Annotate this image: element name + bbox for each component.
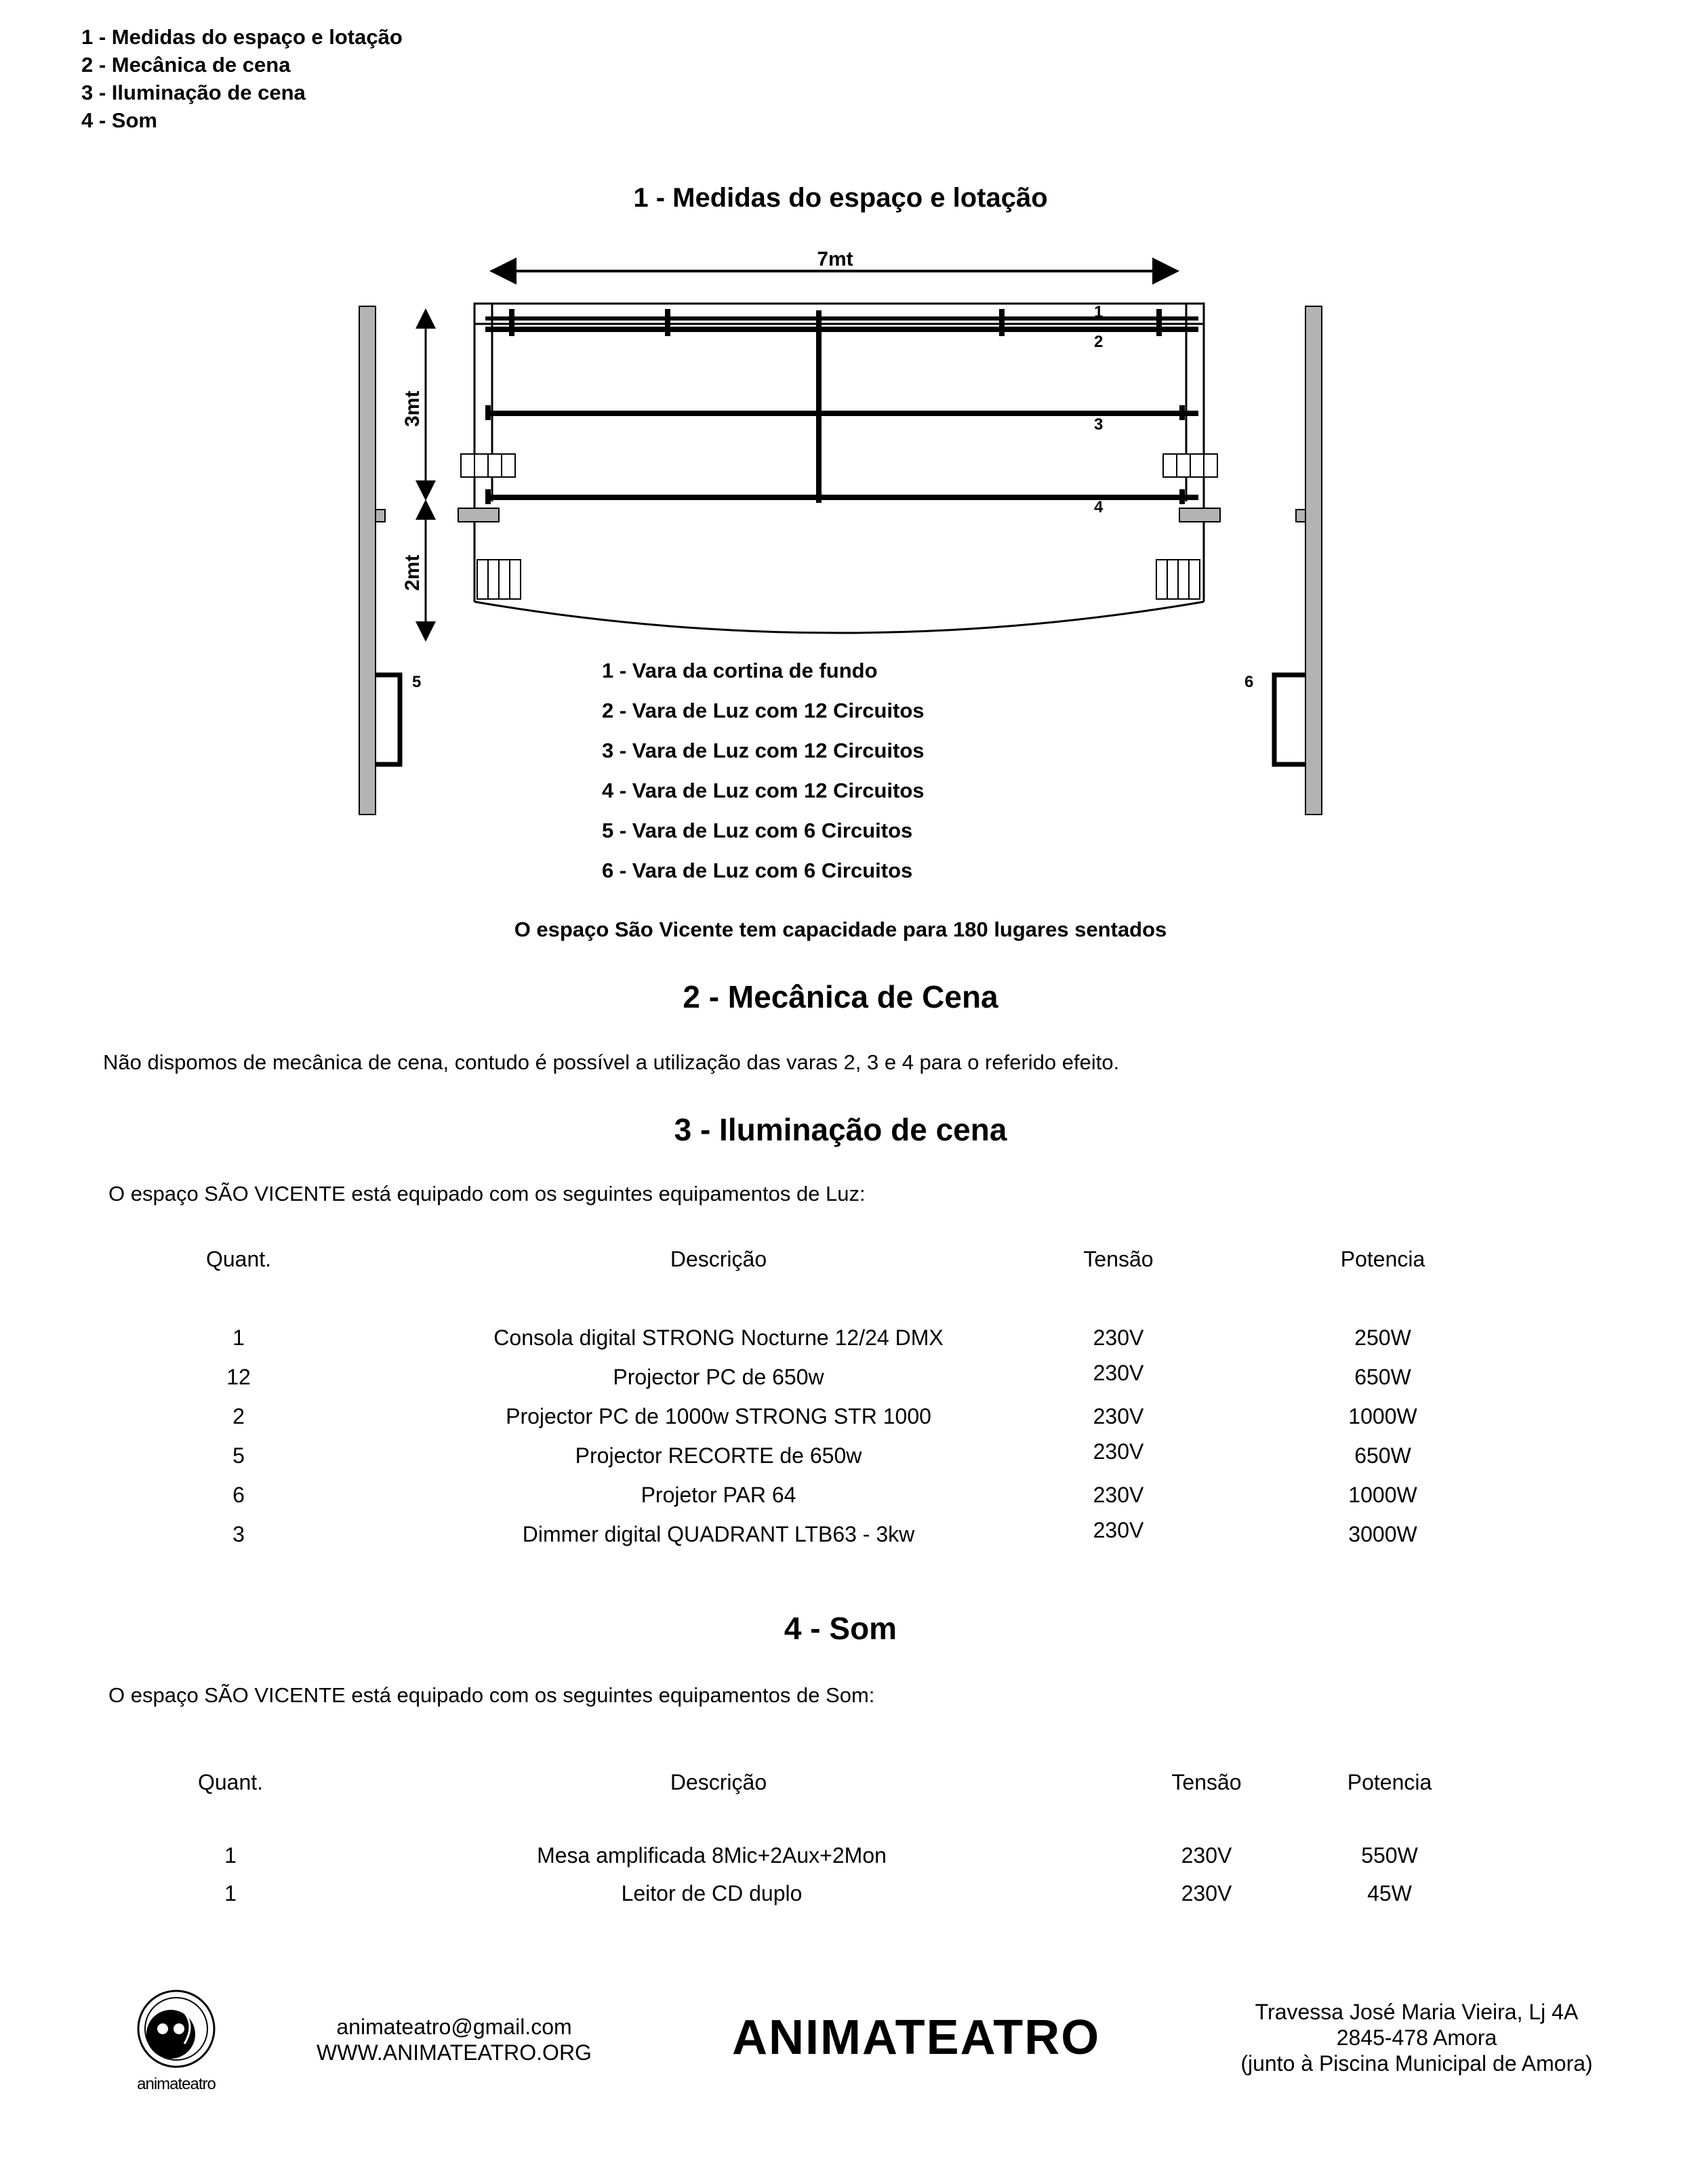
column-header: Quant. — [197, 1770, 264, 1794]
power-cell: 250W — [1354, 1325, 1411, 1350]
side-bar-6 — [1274, 675, 1305, 764]
logo-mark-icon — [122, 1985, 230, 2080]
description-cell: Leitor de CD duplo — [621, 1881, 803, 1905]
legend-item: 1 - Vara da cortina de fundo — [602, 659, 878, 682]
depth-label-2: 2mt — [401, 554, 424, 591]
section-4-intro: O espaço SÃO VICENTE está equipado com os seguintes equipamentos de Som: — [108, 1683, 875, 1707]
section-1-title: 1 - Medidas do espaço e lotação — [633, 183, 1048, 213]
left-step — [458, 508, 499, 522]
bar-number: 6 — [1244, 673, 1254, 691]
address-line: 2845-478 Amora — [1336, 2025, 1497, 2050]
description-cell: Projector PC de 650w — [613, 1365, 824, 1389]
bar-number: 4 — [1094, 498, 1103, 516]
website: WWW.ANIMATEATRO.ORG — [317, 2040, 592, 2065]
legend-item: 5 - Vara de Luz com 6 Circuitos — [602, 819, 913, 842]
column-header: Potencia — [1340, 1247, 1425, 1271]
description-cell: Dimmer digital QUADRANT LTB63 - 3kw — [522, 1522, 915, 1546]
toc-item: 4 - Som — [81, 108, 157, 132]
brand-name: ANIMATEATRO — [732, 2011, 1101, 2065]
left-wall-tab — [376, 510, 385, 522]
power-cell: 650W — [1354, 1365, 1411, 1389]
bar-number: 5 — [412, 673, 422, 691]
description-cell: Projetor PAR 64 — [641, 1483, 796, 1507]
address-line: (junto à Piscina Municipal de Amora) — [1240, 2051, 1593, 2076]
description-cell: Projector PC de 1000w STRONG STR 1000 — [506, 1404, 931, 1428]
power-cell: 1000W — [1348, 1404, 1417, 1428]
legend-item: 4 - Vara de Luz com 12 Circuitos — [602, 779, 925, 802]
side-bar-5 — [376, 675, 400, 764]
power-cell: 650W — [1354, 1443, 1411, 1468]
column-header: Tensão — [1083, 1247, 1154, 1271]
section-2-title: 2 - Mecânica de Cena — [683, 979, 998, 1014]
quantity-cell: 3 — [232, 1522, 245, 1546]
quantity-cell: 5 — [232, 1443, 245, 1468]
toc-item: 2 - Mecânica de cena — [81, 53, 291, 77]
voltage-cell: 230V — [1181, 1843, 1232, 1868]
power-cell: 550W — [1361, 1843, 1418, 1868]
section-4-title: 4 - Som — [784, 1611, 897, 1646]
address-line: Travessa José Maria Vieira, Lj 4A — [1255, 2000, 1579, 2024]
section-3-intro: O espaço SÃO VICENTE está equipado com os seguintes equipamentos de Luz: — [108, 1182, 866, 1206]
bar-number: 1 — [1094, 303, 1103, 321]
right-step — [1179, 508, 1220, 522]
depth-label-1: 3mt — [401, 390, 424, 427]
right-side-wall — [1305, 306, 1322, 815]
legend-item: 2 - Vara de Luz com 12 Circuitos — [602, 699, 925, 722]
column-header: Tensão — [1171, 1770, 1242, 1794]
quantity-cell: 1 — [232, 1325, 245, 1350]
bar-number: 2 — [1094, 333, 1103, 351]
bar-number: 3 — [1094, 415, 1103, 434]
quantity-cell: 1 — [224, 1881, 237, 1905]
address-block — [1207, 1999, 1627, 2076]
animateatro-logo — [122, 1985, 230, 2101]
email: animateatro@gmail.com — [336, 2015, 572, 2039]
quantity-cell: 1 — [224, 1843, 237, 1868]
voltage-cell: 230V — [1093, 1361, 1144, 1385]
quantity-cell: 6 — [232, 1483, 245, 1507]
quantity-cell: 2 — [232, 1404, 245, 1428]
voltage-cell: 230V — [1093, 1518, 1144, 1542]
column-header: Potencia — [1347, 1770, 1432, 1794]
column-header: Descrição — [670, 1770, 767, 1794]
voltage-cell: 230V — [1093, 1404, 1144, 1428]
capacity-note: O espaço São Vicente tem capacidade para 180 lugares sentados — [514, 918, 1167, 941]
voltage-cell: 230V — [1093, 1439, 1144, 1464]
toc-item: 3 - Iluminação de cena — [81, 81, 306, 104]
quantity-cell: 12 — [226, 1365, 251, 1389]
width-label: 7mt — [817, 248, 853, 270]
voltage-cell: 230V — [1093, 1325, 1144, 1350]
column-header: Descrição — [670, 1247, 767, 1271]
power-cell: 45W — [1367, 1881, 1412, 1905]
voltage-cell: 230V — [1093, 1483, 1144, 1507]
diagram-legend — [602, 651, 925, 890]
stage-front-apron — [474, 602, 1204, 633]
description-cell: Projector RECORTE de 650w — [575, 1443, 862, 1468]
description-cell: Mesa amplificada 8Mic+2Aux+2Mon — [537, 1843, 887, 1868]
legend-item: 3 - Vara de Luz com 12 Circuitos — [602, 739, 925, 762]
voltage-cell: 230V — [1181, 1881, 1232, 1905]
section-3-title: 3 - Iluminação de cena — [674, 1112, 1007, 1147]
lighting-equipment-table — [0, 1247, 1681, 1559]
toc-item: 1 - Medidas do espaço e lotação — [81, 25, 403, 49]
sound-equipment-table — [0, 1770, 1681, 1905]
column-header: Quant. — [205, 1247, 272, 1271]
section-2-text: Não dispomos de mecânica de cena, contudo é possível a utilização das varas 2, 3 e 4 para o referido efeito. — [103, 1050, 1120, 1074]
right-wall-tab — [1296, 510, 1305, 522]
power-cell: 1000W — [1348, 1483, 1417, 1507]
left-side-wall — [359, 306, 376, 815]
logo-text: animateatro — [137, 2075, 216, 2093]
legend-item: 6 - Vara de Luz com 6 Circuitos — [602, 859, 913, 882]
description-cell: Consola digital STRONG Nocturne 12/24 DMX — [493, 1325, 944, 1350]
power-cell: 3000W — [1348, 1522, 1417, 1546]
contact-block — [298, 2014, 610, 2065]
